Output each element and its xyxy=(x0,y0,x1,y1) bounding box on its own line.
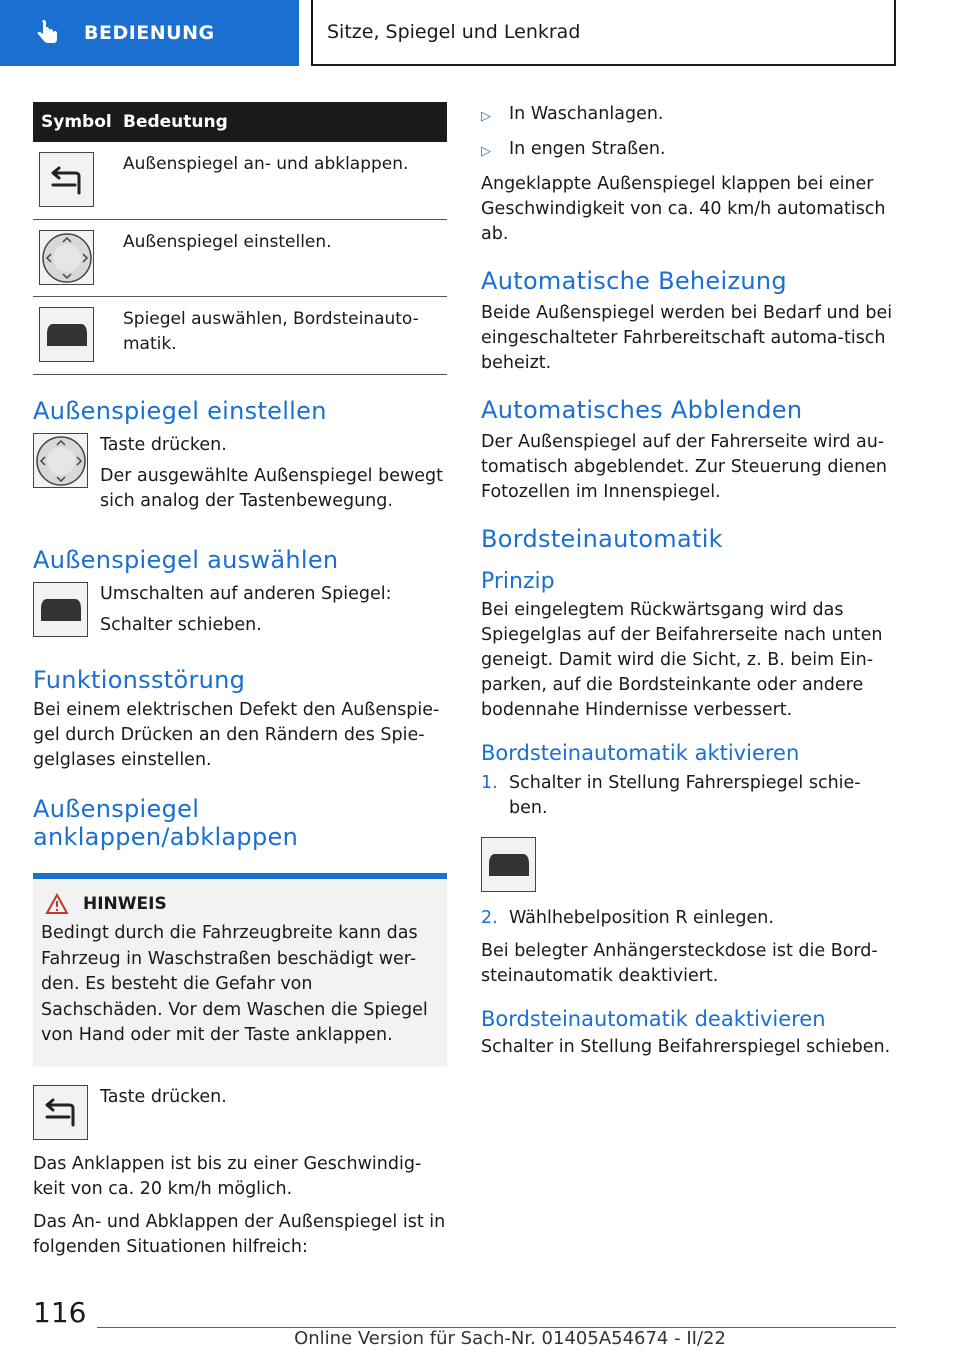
heading-prinzip: Prinzip xyxy=(481,569,555,594)
heading-aktivieren: Bordsteinautomatik aktivieren xyxy=(481,741,800,765)
mirror-fold-icon xyxy=(33,1085,88,1140)
paragraph: Bei einem elektrischen Defekt den Außenspie-gel durch Drücken an den Rändern des Spie-gelglases einstellen. xyxy=(33,700,440,770)
paragraph: Taste drücken. xyxy=(100,1086,227,1107)
heading-abblenden: Automatisches Abblenden xyxy=(481,396,803,424)
heading-klappen: Außenspiegel anklappen/abklappen xyxy=(33,795,299,851)
left-column xyxy=(33,102,447,1260)
paragraph: Umschalten auf anderen Spiegel: xyxy=(100,584,392,604)
paragraph: Bei belegter Anhängersteckdose ist die Bord-steinautomatik deaktiviert. xyxy=(481,941,878,986)
row-text: Spiegel auswählen, Bordsteinauto-matik. xyxy=(123,309,419,354)
warning-note xyxy=(33,873,447,1067)
list-item: 2. Wählhebelposition R einlegen. xyxy=(481,908,774,928)
paragraph: Der ausgewählte Außenspiegel bewegt sich analog der Tastenbewegung. xyxy=(100,466,444,511)
row-text: Außenspiegel einstellen. xyxy=(123,232,332,252)
chapter-label: Sitze, Spiegel und Lenkrad xyxy=(327,21,581,43)
mirror-adjust-icon xyxy=(33,433,88,488)
row-text: Außenspiegel an- und abklappen. xyxy=(123,154,409,174)
paragraph: Das Anklappen ist bis zu einer Geschwindig-keit von ca. 20 km/h möglich. xyxy=(33,1153,422,1199)
col-meaning-header: Bedeutung xyxy=(123,112,228,132)
paragraph: Schalter in Stellung Beifahrerspiegel schieben. xyxy=(481,1037,891,1057)
right-column xyxy=(481,102,896,1060)
symbol-table xyxy=(33,102,447,375)
paragraph: Angeklappte Außenspiegel klappen bei einer Geschwindigkeit von ca. 40 km/h automatisch ab. xyxy=(481,174,886,244)
mirror-select-icon xyxy=(39,307,94,362)
section-label: BEDIENUNG xyxy=(84,22,215,44)
table-row xyxy=(33,220,447,297)
paragraph: Der Außenspiegel auf der Fahrerseite wird au-tomatisch abgeblendet. Zur Steuerung dienen Fotozellen im Innenspiegel. xyxy=(481,432,888,502)
note-title: HINWEIS xyxy=(83,894,167,914)
paragraph: Das An- und Abklappen der Außenspiegel ist in folgenden Situationen hilfreich: xyxy=(33,1211,446,1257)
paragraph: Bei eingelegtem Rückwärtsgang wird das Spiegelglas auf der Beifahrerseite nach unten geneigt. Damit wird die Sicht, z. B. beim Ein-parken, auf die Bordsteinkante oder andere bodennahe Hindernisse verbessert. xyxy=(481,600,883,720)
heading-auswaehlen: Außenspiegel auswählen xyxy=(33,546,339,574)
heading-einstellen: Außenspiegel einstellen xyxy=(33,397,327,425)
table-row xyxy=(33,142,447,220)
note-text: Bedingt durch die Fahrzeugbreite kann das Fahrzeug in Waschstraßen beschädigt wer-den. Es besteht die Gefahr von Sachschäden. Vor dem Waschen die Spiegel von Hand oder mit der Taste anklappen. xyxy=(41,923,428,1045)
warning-triangle-icon xyxy=(45,893,69,915)
list-item: 1. Schalter in Stellung Fahrerspiegel schie-ben. xyxy=(481,773,861,818)
col-symbol-header: Symbol xyxy=(41,112,112,132)
footer-text: Online Version für Sach-Nr. 01405A54674 - II/22 xyxy=(294,1328,726,1349)
paragraph: Schalter schieben. xyxy=(100,615,262,635)
paragraph: Beide Außenspiegel werden bei Bedarf und bei eingeschalteter Fahrbereitschaft automa-tisch beheizt. xyxy=(481,303,893,373)
table-header xyxy=(33,102,447,142)
chapter-title xyxy=(311,0,896,66)
table-row xyxy=(33,297,447,375)
heading-stoerung: Funktionsstörung xyxy=(33,666,246,694)
header-section-tab xyxy=(0,0,299,66)
bullet-triangle-icon: ▷ xyxy=(481,144,491,159)
heading-deaktivieren: Bordsteinautomatik deaktivieren xyxy=(481,1007,826,1031)
list-item: ▷ In Waschanlagen. xyxy=(481,102,896,129)
page-number: 116 xyxy=(33,1296,87,1329)
list-item: ▷ In engen Straßen. xyxy=(481,137,896,164)
mirror-select-icon xyxy=(481,837,536,892)
heading-beheizung: Automatische Beheizung xyxy=(481,267,787,295)
mirror-select-icon xyxy=(33,582,88,637)
mirror-adjust-icon xyxy=(39,230,94,285)
paragraph: Taste drücken. xyxy=(100,435,227,455)
heading-bordstein: Bordsteinautomatik xyxy=(481,525,723,553)
hand-pointer-icon xyxy=(34,20,60,46)
bullet-triangle-icon: ▷ xyxy=(481,109,491,124)
mirror-fold-icon xyxy=(39,152,94,207)
